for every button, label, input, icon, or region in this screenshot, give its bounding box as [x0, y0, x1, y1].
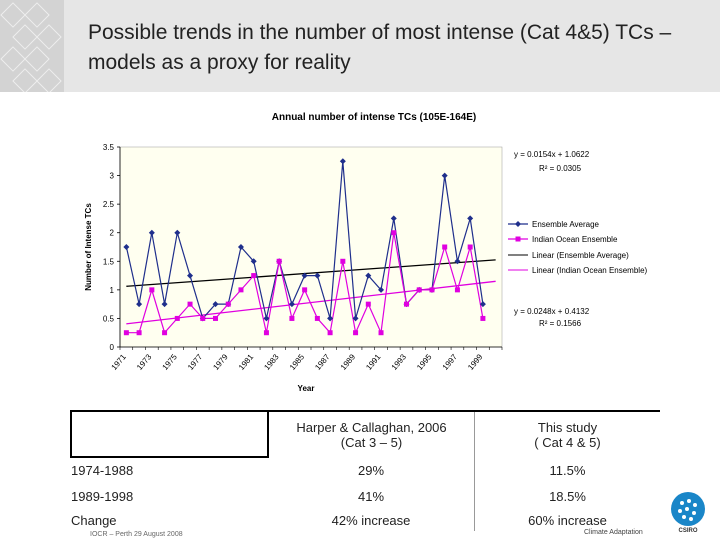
- x-tick-label: 1979: [211, 352, 230, 372]
- y-tick-label: 1: [109, 285, 114, 295]
- table-cell-harper: 42% increase: [268, 509, 475, 531]
- trend-equation-ensemble-line2: R² = 0.0305: [539, 164, 582, 173]
- footer-right-text: Climate Adaptation: [584, 529, 643, 536]
- point-indian-ocean: [379, 330, 384, 335]
- point-indian-ocean: [315, 316, 320, 321]
- point-indian-ocean: [124, 330, 129, 335]
- table-row: [71, 483, 660, 509]
- legend-marker-ensemble: [515, 221, 521, 227]
- point-indian-ocean: [468, 245, 473, 250]
- x-tick-label: 1983: [262, 352, 281, 372]
- point-indian-ocean: [175, 316, 180, 321]
- x-tick-label: 1989: [338, 352, 358, 372]
- decorative-strip: [0, 0, 64, 92]
- point-indian-ocean: [137, 330, 142, 335]
- table-header-row: [71, 411, 660, 457]
- table-header-study-line1: This study: [537, 419, 598, 435]
- y-axis-label: Number of Intense TCs: [84, 203, 93, 291]
- csiro-logo: [666, 490, 710, 534]
- point-indian-ocean: [238, 287, 243, 292]
- table-cell-study: 11.5%: [549, 462, 586, 478]
- point-indian-ocean: [391, 230, 396, 235]
- table-header-study: [475, 411, 661, 457]
- table-header-harper-line1: Harper & Callaghan, 2006: [296, 419, 447, 435]
- footer-left-text: IOCR – Perth 29 August 2008: [90, 531, 183, 538]
- table-cell-harper: 29%: [268, 457, 475, 483]
- legend-label-linear-ensemble: Linear (Ensemble Average): [532, 251, 629, 260]
- chart-legend: [508, 220, 648, 275]
- x-tick-label: 1977: [185, 352, 205, 372]
- logo-wordmark: CSIRO: [678, 528, 698, 534]
- y-tick-label: 2.5: [102, 200, 114, 210]
- legend-label-linear-indian-ocean: Linear (Indian Ocean Ensemble): [532, 266, 648, 275]
- point-indian-ocean: [251, 273, 256, 278]
- legend-label-indian-ocean: Indian Ocean Ensemble: [532, 235, 618, 244]
- y-tick-label: 0: [109, 343, 114, 352]
- point-indian-ocean: [404, 302, 409, 307]
- point-indian-ocean: [188, 302, 193, 307]
- x-tick-label: 1987: [313, 352, 332, 372]
- y-tick-label: 3: [109, 171, 114, 181]
- table-cell-period: 1974-1988: [71, 463, 134, 478]
- x-tick-label: 1975: [160, 352, 179, 372]
- point-indian-ocean: [264, 330, 269, 335]
- point-indian-ocean: [289, 316, 294, 321]
- legend-label-ensemble: Ensemble Average: [532, 220, 600, 229]
- x-tick-label: 1997: [440, 352, 459, 372]
- point-indian-ocean: [277, 259, 282, 264]
- x-tick-label: 1985: [287, 352, 307, 372]
- x-tick-label: 1991: [364, 352, 383, 372]
- x-tick-label: 1999: [466, 352, 485, 372]
- point-indian-ocean: [417, 287, 422, 292]
- point-indian-ocean: [429, 287, 434, 292]
- point-indian-ocean: [455, 287, 460, 292]
- point-indian-ocean: [200, 316, 205, 321]
- point-indian-ocean: [162, 330, 167, 335]
- chart-panel: [84, 100, 674, 396]
- table-cell-harper: 41%: [268, 483, 475, 509]
- x-axis-label: Year: [297, 384, 315, 393]
- y-tick-label: 2: [109, 228, 114, 238]
- point-indian-ocean: [328, 330, 333, 335]
- table-header-harper-line2: (Cat 3 – 5): [340, 434, 403, 450]
- table-header-harper: [268, 411, 475, 457]
- table-cell-period: Change: [71, 512, 117, 528]
- slide-title: Possible trends in the number of most intense (Cat 4&5) TCs – models as a proxy for reality: [88, 21, 672, 74]
- table-header-study-line2: ( Cat 4 & 5): [534, 434, 601, 450]
- x-tick-label: 1981: [236, 352, 256, 372]
- x-tick-label: 1995: [415, 352, 434, 372]
- point-indian-ocean: [353, 330, 358, 335]
- y-tick-label: 0.5: [102, 314, 114, 324]
- table-cell-period: 1989-1998: [71, 488, 134, 504]
- trend-equation-indian-ocean-line2: R² = 0.1566: [539, 319, 582, 328]
- y-tick-label: 3.5: [102, 143, 114, 152]
- table-header-empty-cell: [71, 411, 268, 457]
- trend-equation-indian-ocean: [514, 307, 590, 328]
- chart-svg: [84, 100, 674, 396]
- x-tick-label: 1973: [135, 352, 154, 372]
- table-cell-study: 18.5%: [549, 488, 586, 504]
- point-indian-ocean: [302, 287, 307, 292]
- trend-equation-ensemble-line1: y = 0.0154x + 1.0622: [514, 150, 590, 159]
- point-indian-ocean: [149, 287, 154, 292]
- point-indian-ocean: [226, 302, 231, 307]
- trend-equation-indian-ocean-line1: y = 0.0248x + 0.4132: [514, 307, 590, 316]
- table-row: [71, 509, 660, 531]
- point-indian-ocean: [366, 302, 371, 307]
- table-row: [71, 457, 660, 483]
- x-tick-label: 1993: [389, 352, 409, 372]
- comparison-table: [70, 410, 660, 531]
- trend-equation-ensemble: [514, 150, 590, 173]
- x-tick-label: 1971: [109, 352, 128, 372]
- chart-title: Annual number of intense TCs (105E-164E): [271, 112, 477, 123]
- table-cell-study: 60% increase: [528, 512, 607, 528]
- point-indian-ocean: [340, 259, 345, 264]
- point-indian-ocean: [213, 316, 218, 321]
- y-tick-label: 1.5: [102, 257, 114, 267]
- point-indian-ocean: [442, 245, 447, 250]
- point-indian-ocean: [480, 316, 485, 321]
- legend-marker-indian-ocean: [516, 237, 521, 242]
